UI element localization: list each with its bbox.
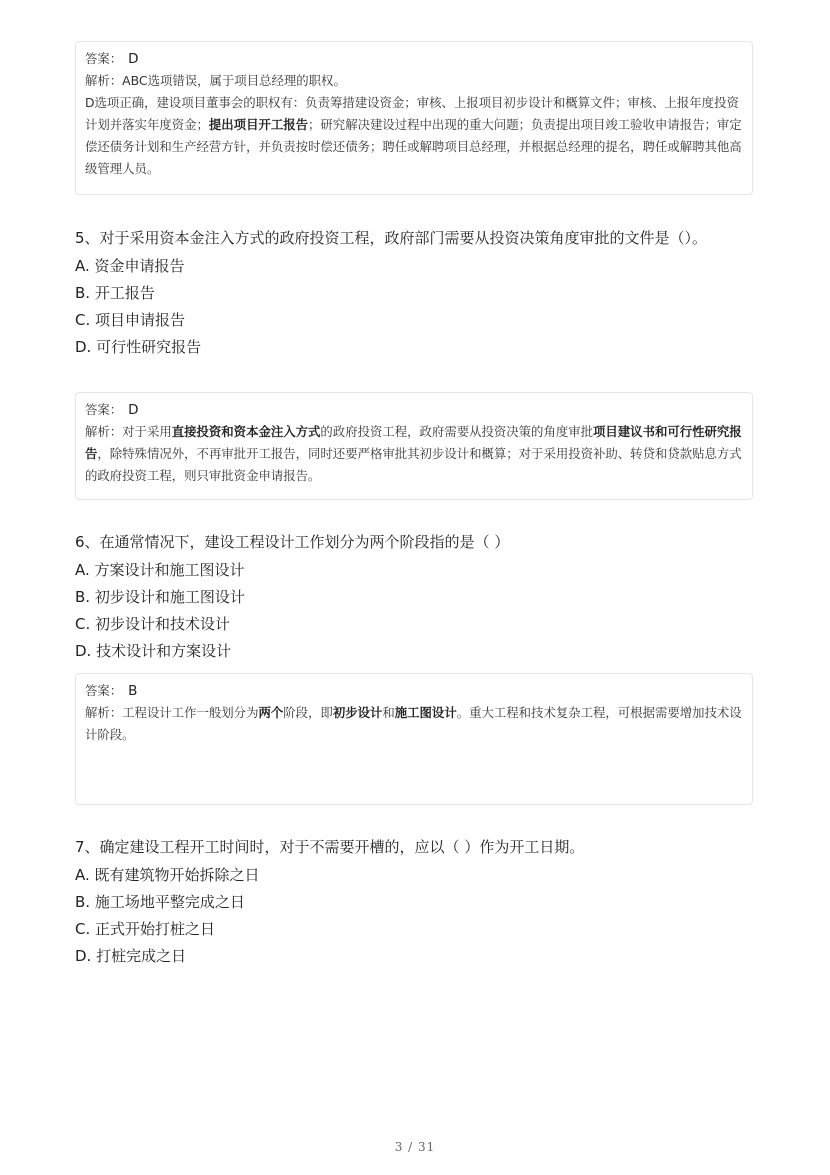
option-text: 项目申请报告	[95, 311, 186, 329]
option-key: B.	[75, 588, 91, 606]
page-indicator: 3 / 31	[394, 1140, 436, 1154]
analysis-text-part: ；研究解决建设过程中出现的重大问题；负责提出项目竣工验收申请报告；审定偿还债务计划和生产经营方针，并负责按时偿还债务；聘任或解聘项目总经理，并根据总经理的提名，聘任或解聘其他高级管理人员。	[85, 117, 742, 176]
answer-value: D	[128, 51, 139, 67]
question-5	[75, 225, 765, 361]
answer-box-q5	[75, 392, 753, 500]
analysis-text	[85, 702, 743, 746]
option-d[interactable]	[75, 943, 765, 970]
analysis-paragraph	[85, 92, 743, 180]
option-text: 可行性研究报告	[96, 338, 202, 356]
analysis-text-part: 。重大工程和技术复杂工程，可根据需要增加技术设计阶段。	[85, 705, 742, 742]
question-stem: 7、确定建设工程开工时间时，对于不需要开槽的，应以（ ）作为开工日期。	[75, 838, 585, 856]
answer-line	[85, 399, 743, 421]
option-key: D.	[75, 338, 92, 356]
analysis-text	[85, 70, 743, 92]
answer-value: B	[128, 683, 138, 699]
option-a[interactable]	[75, 862, 765, 889]
option-key: C.	[75, 920, 91, 938]
analysis-highlight: 施工图设计	[394, 705, 457, 720]
option-key: A.	[75, 561, 90, 579]
option-key: B.	[75, 893, 91, 911]
option-text: 资金申请报告	[94, 257, 185, 275]
option-b[interactable]	[75, 889, 765, 916]
option-b[interactable]	[75, 584, 765, 611]
option-c[interactable]	[75, 307, 765, 334]
analysis-text-part: 选项错误，属于项目总经理的职权。	[147, 73, 346, 88]
answer-label: 答案：	[85, 683, 123, 698]
analysis-text-part: ABC	[122, 73, 148, 88]
analysis-text-part: 工程设计工作一般划分为	[122, 705, 259, 720]
answer-label: 答案：	[85, 402, 123, 417]
question-stem: 5、对于采用资本金注入方式的政府投资工程，政府部门需要从投资决策角度审批的文件是（）。	[75, 229, 708, 247]
analysis-highlight: 直接投资和资本金注入方式	[171, 424, 321, 439]
option-key: D.	[75, 642, 92, 660]
question-stem: 6、在通常情况下，建设工程设计工作划分为两个阶段指的是（ ）	[75, 533, 510, 551]
option-text: 既有建筑物开始拆除之日	[94, 866, 260, 884]
answer-value: D	[128, 402, 139, 418]
analysis-highlight: 项目建议书和可行性研究报告	[85, 424, 742, 461]
analysis-label: 解析：	[85, 424, 123, 439]
option-key: D.	[75, 947, 92, 965]
option-key: C.	[75, 615, 91, 633]
analysis-text-part: 选项正确，建设项目董事会的职权有：负责筹措建设资金；审核、上报项目初步设计和概算文件；审核、上报年度投资计划并落实年度资金；	[85, 95, 739, 132]
option-c[interactable]	[75, 611, 765, 638]
question-6	[75, 529, 765, 665]
analysis-text-part: 和	[382, 705, 395, 720]
answer-line	[85, 680, 743, 702]
analysis-highlight: 初步设计	[332, 705, 383, 720]
option-d[interactable]	[75, 638, 765, 665]
answer-box-q6	[75, 673, 753, 805]
option-a[interactable]	[75, 557, 765, 584]
analysis-highlight: 两个	[258, 705, 284, 720]
analysis-highlight: 提出项目开工报告	[208, 117, 309, 132]
option-key: A.	[75, 866, 90, 884]
analysis-text-part: D	[85, 95, 95, 110]
option-text: 开工报告	[94, 284, 155, 302]
option-key: B.	[75, 284, 91, 302]
analysis-text-part: 对于采用	[122, 424, 172, 439]
option-b[interactable]	[75, 280, 765, 307]
option-text: 技术设计和方案设计	[96, 642, 232, 660]
answer-line	[85, 48, 743, 70]
option-text: 初步设计和技术设计	[95, 615, 231, 633]
answer-label: 答案：	[85, 51, 123, 66]
option-d[interactable]	[75, 334, 765, 361]
analysis-text-part: 的政府投资工程，政府需要从投资决策的角度审批	[320, 424, 594, 439]
analysis-text-part: ，除特殊情况外，不再审批开工报告，同时还要严格审批其初步设计和概算；对于采用投资补助、转贷和贷款贴息方式的政府投资工程，则只审批资金申请报告。	[85, 446, 742, 483]
option-text: 施工场地平整完成之日	[94, 893, 245, 911]
option-text: 打桩完成之日	[96, 947, 187, 965]
answer-box-q4	[75, 41, 753, 195]
option-text: 正式开始打桩之日	[95, 920, 216, 938]
option-text: 初步设计和施工图设计	[94, 588, 245, 606]
analysis-text-part: 阶段，即	[283, 705, 333, 720]
analysis-label: 解析：	[85, 705, 123, 720]
option-c[interactable]	[75, 916, 765, 943]
option-text: 方案设计和施工图设计	[94, 561, 245, 579]
analysis-label: 解析：	[85, 73, 123, 88]
analysis-text	[85, 421, 743, 487]
option-a[interactable]	[75, 253, 765, 280]
option-key: A.	[75, 257, 90, 275]
question-7	[75, 834, 765, 970]
option-key: C.	[75, 311, 91, 329]
